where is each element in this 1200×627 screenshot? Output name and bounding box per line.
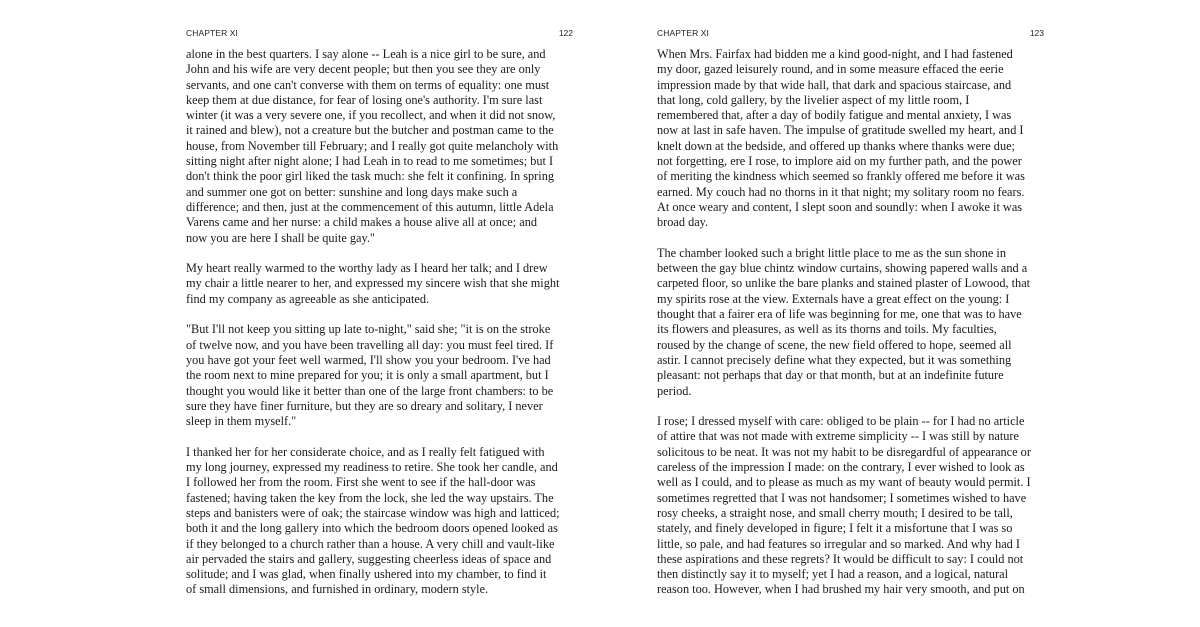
text-line: my spirits rose at the view. Externals have a great effect on the young: I [657, 291, 1010, 306]
text-line: you have got your feet well warmed, I'll show you your bedroom. I've had [186, 352, 551, 367]
text-line: my door, gazed leisurely round, and in some measure effaced the eerie [657, 62, 1004, 77]
chapter-title: CHAPTER XI [657, 28, 710, 38]
text-line: if they belonged to a church rather than a house. A very chill and vault-like [186, 536, 555, 551]
text-line: house, from November till February; and I really got quite melancholy with [186, 138, 559, 153]
text-line: I thanked her for her considerate choice, and as I really felt fatigued with [186, 444, 545, 459]
text-line: fastened; having taken the key from the lock, she led the way upstairs. The [186, 490, 554, 505]
text-line: impression made by that wide hall, that dark and spacious staircase, and [657, 77, 1012, 92]
text-line: astir. I cannot precisely define what they expected, but it was something [657, 352, 1012, 367]
text-line: solicitous to be neat. It was not my habit to be disregardful of appearance or [657, 444, 1031, 459]
text-line: When Mrs. Fairfax had bidden me a kind good-night, and I had fastened [657, 47, 1013, 61]
text-line: period. [657, 383, 692, 398]
left-running-head [186, 28, 573, 40]
text-line: of twelve now, and you have been travelling all day: you must feel tired. If [186, 337, 554, 352]
right-running-head [657, 28, 1044, 40]
text-line: thought you would like it better than one of the large front chambers: to be [186, 383, 554, 398]
text-line: it rained and blew), not a creature but the butcher and postman came to the [186, 123, 554, 138]
left-page [186, 0, 573, 627]
text-line: winter (it was a very severe one, if you recollect, and when it did not snow, [186, 108, 556, 123]
text-line: and summer one got on better: sunshine and long days make such a [186, 184, 518, 199]
text-line: keep them at due distance, for fear of losing one's authority. I'm sure last [186, 92, 543, 107]
text-line: reason too. However, when I had brushed my hair very smooth, and put on [657, 582, 1025, 597]
text-line: Varens came and her nurse: a child makes a house alive all at once; and [186, 215, 538, 230]
text-line: steps and banisters were of oak; the staircase window was high and latticed; [186, 505, 560, 520]
text-line: I rose; I dressed myself with care: obliged to be plain -- for I had no article [657, 414, 1025, 429]
text-line: knelt down at the bedside, and offered up thanks where thanks were due; [657, 138, 1015, 153]
text-line: now at last in safe haven. The impulse of gratitude swelled my heart, and I [657, 123, 1024, 138]
text-line: alone in the best quarters. I say alone -- Leah is a nice girl to be sure, and [186, 47, 546, 61]
paragraph [657, 246, 1044, 399]
text-line: find my company as agreeable as she anticipated. [186, 291, 430, 306]
text-line: The chamber looked such a bright little place to me as the sun shone in [657, 245, 1006, 260]
text-line: thought that a fairer era of life was beginning for me, one that was to have [657, 307, 1022, 322]
left-body-text [186, 47, 573, 613]
text-line: broad day. [657, 215, 709, 230]
paragraph [657, 414, 1044, 598]
chapter-title: CHAPTER XI [186, 28, 239, 38]
text-line: earned. My couch had no thorns in it that night; my solitary room no fears. [657, 184, 1025, 199]
page-number: 123 [1029, 28, 1044, 38]
text-line: rosy cheeks, a straight nose, and small cherry mouth; I desired to be tall, [657, 505, 1013, 520]
text-line: careless of the impression I made: on the contrary, I ever wished to look as [657, 460, 1025, 475]
text-line: roused by the change of scene, the new field offered to hope, seemed all [657, 337, 1012, 352]
text-line: now you are here I shall be quite gay." [186, 230, 375, 245]
right-page [657, 0, 1044, 627]
text-line: not forgetting, ere I rose, to implore aid on my further path, and the power [657, 154, 1022, 169]
text-line: John and his wife are very decent people; but then you see they are only [186, 62, 541, 77]
page-number: 122 [558, 28, 573, 38]
text-line: servants, and one can't converse with them on terms of equality: one must [186, 77, 550, 92]
text-line: both it and the long gallery into which the bedroom doors opened looked as [186, 521, 558, 536]
text-line: sometimes regretted that I was not handsomer; I sometimes wished to have [657, 490, 1027, 505]
text-line: sleep in them myself." [186, 414, 297, 429]
text-line: I followed her from the room. First she went to see if the hall-door was [186, 475, 536, 490]
text-line: well as I could, and to please as much as my want of beauty would permit. I [657, 475, 1031, 490]
paragraph [186, 47, 573, 246]
text-line: its flowers and pleasures, as well as its thorns and toils. My faculties, [657, 322, 997, 337]
text-line: my chair a little nearer to her, and expressed my sincere wish that she might [186, 276, 560, 291]
text-line: "But I'll not keep you sitting up late to-night," said she; "it is on the stroke [186, 322, 551, 337]
text-line: my long journey, expressed my readiness to retire. She took her candle, and [186, 460, 558, 475]
text-line: that long, cold gallery, by the livelier aspect of my little room, I [657, 92, 970, 107]
text-line: air pervaded the stairs and gallery, suggesting cheerless ideas of space and [186, 551, 552, 566]
text-line: the room next to mine prepared for you; it is only a small apartment, but I [186, 368, 549, 383]
text-line: of small dimensions, and furnished in ordinary, modern style. [186, 582, 489, 597]
text-line: little, so pale, and had features so irregular and so marked. And why had I [657, 536, 1020, 551]
text-line: between the gay blue chintz window curtains, showing papered walls and a [657, 261, 1028, 276]
text-line: don't think the poor girl liked the task much: she felt it confining. In spring [186, 169, 554, 184]
paragraph [186, 322, 573, 429]
text-line: My heart really warmed to the worthy lady as I heard her talk; and I drew [186, 261, 548, 276]
paragraph [186, 445, 573, 598]
text-line: solitude; and I was glad, when finally ushered into my chamber, to find it [186, 567, 547, 582]
paragraph [186, 261, 573, 307]
text-line: then distinctly say it to myself; yet I had a reason, and a logical, natural [657, 567, 1009, 582]
text-line: remembered that, after a day of bodily fatigue and mental anxiety, I was [657, 108, 1012, 123]
text-line: of meriting the kindness which seemed so frankly offered me before it was [657, 169, 1025, 184]
text-line: At once weary and content, I slept soon and soundly: when I awoke it was [657, 199, 1023, 214]
text-line: difference; and then, just at the commencement of this autumn, little Adela [186, 199, 554, 214]
right-body-text [657, 47, 1044, 613]
text-line: carpeted floor, so unlike the bare planks and stained plaster of Lowood, that [657, 276, 1031, 291]
paragraph [657, 47, 1044, 231]
text-line: pleasant: not perhaps that day or that month, but at an indefinite future [657, 368, 1004, 383]
text-line: these aspirations and these regrets? It would be difficult to say: I could not [657, 551, 1024, 566]
text-line: sure they have finer furniture, but they are so dreary and solitary, I never [186, 398, 543, 413]
text-line: stately, and finely developed in figure; I felt it a misfortune that I was so [657, 521, 1013, 536]
text-line: sitting night after night alone; I had Leah in to read to me sometimes; but I [186, 154, 554, 169]
text-line: of attire that was not made with extreme simplicity -- I was still by nature [657, 429, 1019, 444]
